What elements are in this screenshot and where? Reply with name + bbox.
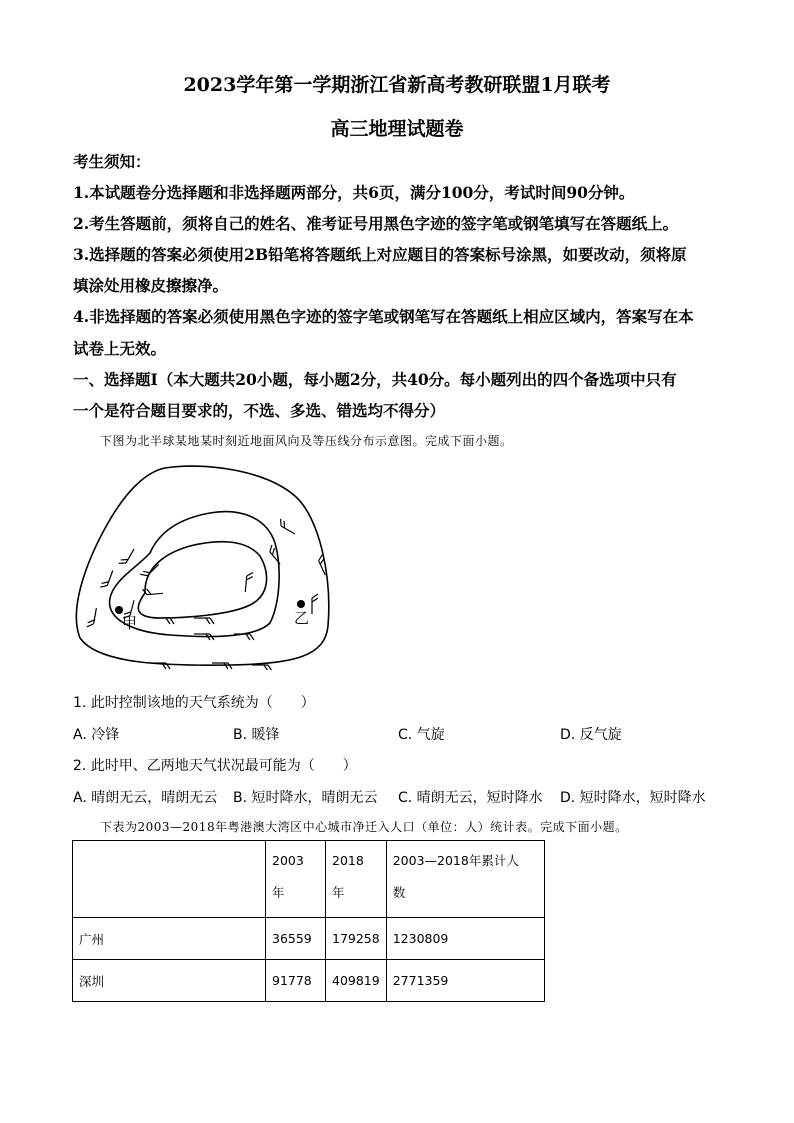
exam-title: 2023学年第一学期浙江省新高考教研联盟1月联考 xyxy=(183,74,611,96)
table-cell-2003: 91778 xyxy=(266,960,326,1002)
question-2-option-a: A. 晴朗无云，晴朗无云 xyxy=(73,790,218,806)
table-row xyxy=(73,918,545,960)
question-1-option-c: C. 气旋 xyxy=(398,727,445,743)
wind-barb xyxy=(87,607,96,628)
notice-heading: 考生须知： xyxy=(73,152,151,171)
wind-barb xyxy=(100,568,112,589)
figure-intro: 下图为北半球某地某时刻近地面风向及等压线分布示意图。完成下面小题。 xyxy=(100,434,513,448)
question-2-option-d: D. 短时降水，短时降水 xyxy=(560,790,706,806)
wind-barb xyxy=(252,665,272,670)
point-a-marker xyxy=(115,606,123,614)
exam-subtitle: 高三地理试题卷 xyxy=(330,118,464,140)
point-b-marker xyxy=(297,600,305,608)
question-1-option-a: A. 冷锋 xyxy=(73,727,120,743)
table-row xyxy=(73,960,545,1002)
notice-item-3-line-2: 填涂处用橡皮擦擦净。 xyxy=(73,276,229,295)
question-1-option-b: B. 暖锋 xyxy=(233,727,280,743)
point-a-label: 甲 xyxy=(122,614,138,632)
wind-barb xyxy=(119,546,134,566)
table-cell-total: 1230809 xyxy=(386,918,544,960)
table-cell-2018: 409819 xyxy=(326,960,387,1002)
notice-item-4-line-1: 4.非选择题的答案必须使用黑色字迹的签字笔或钢笔写在答题纸上相应区域内，答案写在本 xyxy=(73,307,694,326)
table-header-empty xyxy=(73,841,266,918)
question-2-option-b: B. 短时降水，晴朗无云 xyxy=(233,790,378,806)
wind-barb xyxy=(278,519,298,534)
table-cell-city: 广州 xyxy=(73,918,266,960)
notice-item-2: 2.考生答题前，须将自己的姓名、准考证号用黑色字迹的签字笔或钢笔填写在答题纸上。 xyxy=(73,214,679,233)
section1-heading-line-2: 一个是符合题目要求的，不选、多选、错选均不得分） xyxy=(73,401,446,420)
table-header-2003: 2003 年 xyxy=(266,841,326,918)
table-cell-2003: 36559 xyxy=(266,918,326,960)
wind-barb xyxy=(212,663,232,669)
wind-barb xyxy=(312,594,318,614)
question-2-stem: 2. 此时甲、乙两地天气状况最可能为（ ） xyxy=(73,758,357,774)
notice-item-3-line-1: 3.选择题的答案必须使用2B铅笔将答题纸上对应题目的答案标号涂黑，如要改动，须将原 xyxy=(73,245,687,264)
isobar-wind-map xyxy=(70,458,350,670)
table-cell-city: 深圳 xyxy=(73,960,266,1002)
table-cell-2018: 179258 xyxy=(326,918,387,960)
wind-barb xyxy=(140,560,158,578)
section1-heading-line-1: 一、选择题Ⅰ（本大题共20小题，每小题2分，共40分。每小题列出的四个备选项中只有 xyxy=(73,370,677,389)
wind-barb xyxy=(245,572,253,592)
migration-table xyxy=(72,840,545,1002)
table-header-total: 2003—2018年累计人 数 xyxy=(386,841,544,918)
table-header-2018: 2018 年 xyxy=(326,841,387,918)
wind-barb xyxy=(194,618,214,624)
wind-barb xyxy=(154,618,174,624)
isobar-outer xyxy=(76,466,328,665)
point-b-label: 乙 xyxy=(294,609,310,627)
question-1-stem: 1. 此时控制该地的天气系统为（ ） xyxy=(73,695,315,711)
table-header-row xyxy=(73,841,545,918)
table-intro: 下表为2003—2018年粤港澳大湾区中心城市净迁入人口（单位：人）统计表。完成下面小题。 xyxy=(100,820,628,834)
notice-item-4-line-2: 试卷上无效。 xyxy=(73,339,167,358)
question-1-option-d: D. 反气旋 xyxy=(560,727,622,743)
question-2-option-c: C. 晴朗无云，短时降水 xyxy=(398,790,543,806)
notice-item-1: 1.本试题卷分选择题和非选择题两部分，共6页，满分100分，考试时间90分钟。 xyxy=(73,183,635,202)
table-cell-total: 2771359 xyxy=(386,960,544,1002)
